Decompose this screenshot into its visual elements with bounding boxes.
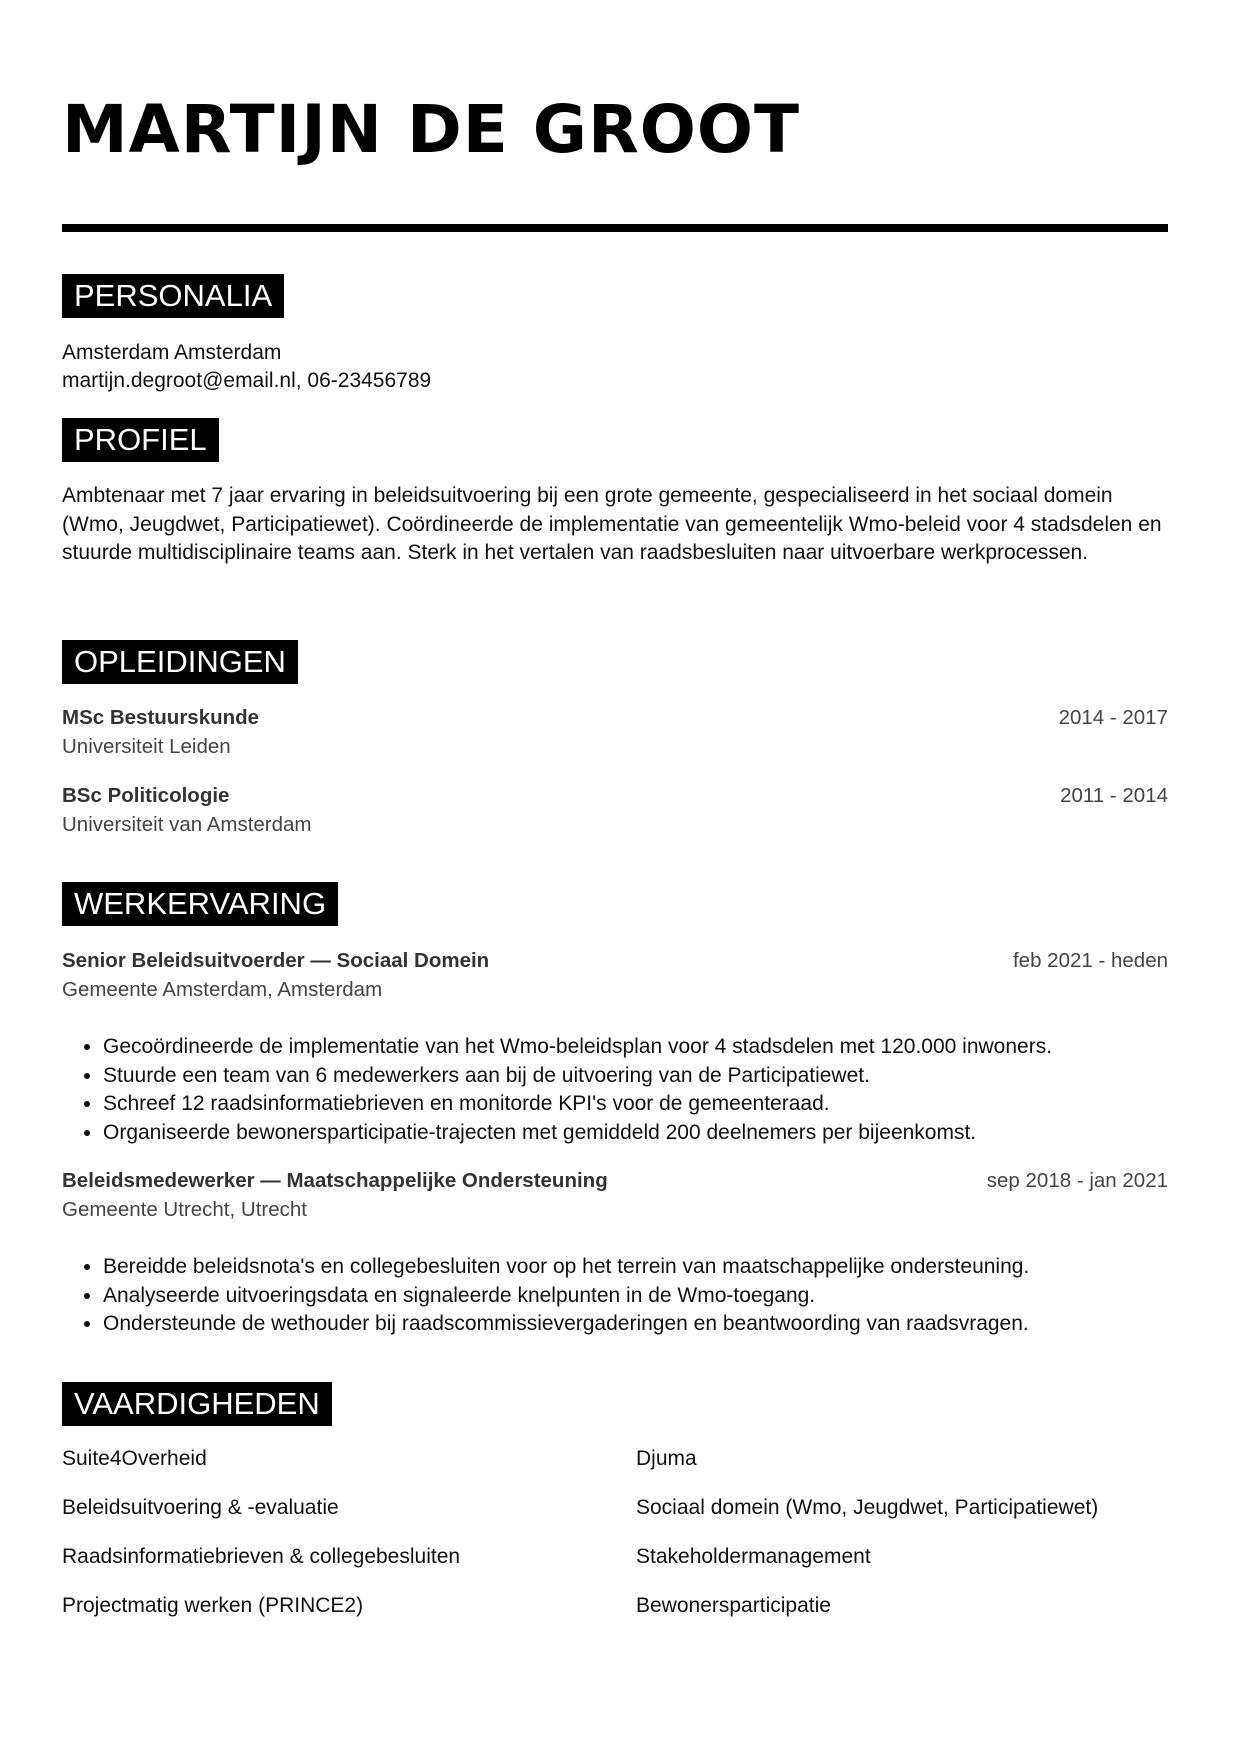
section-heading-personalia: PERSONALIA (62, 274, 284, 318)
education-dates: 2014 - 2017 (1058, 706, 1168, 729)
section-heading-opleidingen: OPLEIDINGEN (62, 640, 298, 684)
job-achievements-list (62, 1253, 1223, 1339)
education-school: Universiteit van Amsterdam (62, 813, 312, 836)
section-heading-werkervaring: WERKERVARING (62, 882, 338, 926)
skill-item: Suite4Overheid (62, 1447, 207, 1470)
job-employer: Gemeente Utrecht, Utrecht (62, 1198, 307, 1221)
job-dates: sep 2018 - jan 2021 (986, 1169, 1168, 1192)
job-dates: feb 2021 - heden (1012, 949, 1168, 972)
profile-summary: Ambtenaar met 7 jaar ervaring in beleidsuitvoering bij een grote gemeente, gespecialiseerd in het sociaal domein (Wmo, Jeugdwet, Participatiewet). Coördineerde de implementatie van gemeentelijk Wmo-beleid voor 4 stadsdelen en stuurde multidisciplinaire teams aan. Sterk in het vertalen van raadsbesluiten naar uitvoerbare werkprocessen. (62, 484, 1162, 564)
job-achievement: • Organiseerde bewonersparticipatie-trajecten met gemiddeld 200 deelnemers per bijeenkomst. (103, 1119, 1223, 1148)
candidate-name: MARTIJN DE GROOT (62, 91, 801, 168)
job-achievements-list (62, 1033, 1223, 1147)
section-heading-vaardigheden: VAARDIGHEDEN (62, 1382, 332, 1426)
skill-item: Projectmatig werken (PRINCE2) (62, 1594, 364, 1617)
education-dates: 2011 - 2014 (1060, 784, 1168, 807)
job-achievement: • Ondersteunde de wethouder bij raadscommissievergaderingen en beantwoording van raadsvragen. (103, 1310, 1223, 1339)
skill-item: Sociaal domein (Wmo, Jeugdwet, Participatiewet) (636, 1496, 1099, 1519)
job-employer: Gemeente Amsterdam, Amsterdam (62, 978, 383, 1001)
job-title: Senior Beleidsuitvoerder — Sociaal Domein (62, 949, 490, 972)
header-divider (62, 224, 1168, 232)
education-degree: BSc Politicologie (62, 784, 230, 807)
job-achievement: • Analyseerde uitvoeringsdata en signaleerde knelpunten in de Wmo-toegang. (103, 1282, 1223, 1311)
job-achievement: • Stuurde een team van 6 medewerkers aan bij de uitvoering van de Participatiewet. (103, 1062, 1223, 1091)
skill-item: Bewonersparticipatie (636, 1594, 831, 1617)
education-school: Universiteit Leiden (62, 735, 231, 758)
skill-item: Beleidsuitvoering & -evaluatie (62, 1496, 339, 1519)
section-heading-profiel: PROFIEL (62, 418, 219, 462)
job-achievement: • Schreef 12 raadsinformatiebrieven en monitorde KPI's voor de gemeenteraad. (103, 1090, 1223, 1119)
job-achievement: • Bereidde beleidsnota's en collegebesluiten voor op het terrein van maatschappelijke ondersteuning. (103, 1253, 1223, 1282)
job-title: Beleidsmedewerker — Maatschappelijke Ondersteuning (62, 1169, 608, 1192)
personal-contact: martijn.degroot@email.nl, 06-23456789 (62, 369, 432, 392)
skill-item: Stakeholdermanagement (636, 1545, 871, 1568)
personal-location: Amsterdam Amsterdam (62, 341, 282, 364)
skill-item: Djuma (636, 1447, 697, 1470)
skill-item: Raadsinformatiebrieven & collegebesluiten (62, 1545, 461, 1568)
education-degree: MSc Bestuurskunde (62, 706, 260, 729)
job-achievement: • Gecoördineerde de implementatie van het Wmo-beleidsplan voor 4 stadsdelen met 120.000 inwoners. (103, 1033, 1223, 1062)
